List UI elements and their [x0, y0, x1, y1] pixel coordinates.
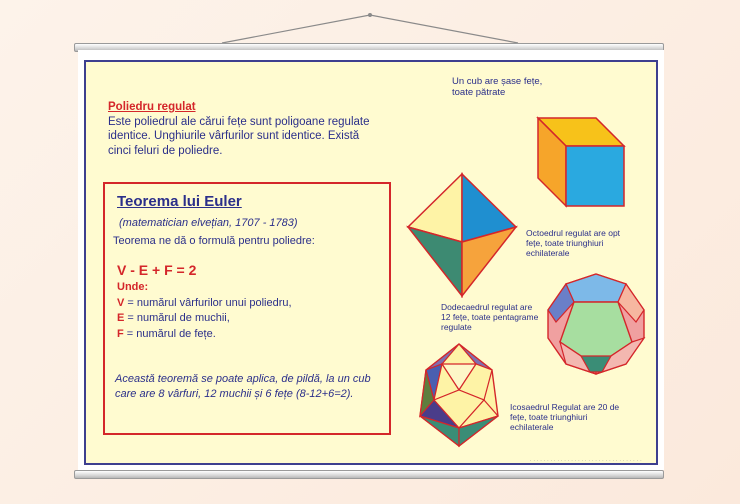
unde-label: Unde: — [117, 281, 149, 293]
icosahedron-caption: Icosaedrul Regulat are 20 de fețe, toate triunghiuri echilaterale — [510, 402, 620, 432]
euler-title: Teorema lui Euler — [117, 193, 242, 210]
octahedron-caption: Octoedrul regulat are opt fețe, toate triunghiuri echilaterale — [526, 228, 621, 258]
fineprint: · · · · · · · · · · · · · · · · · · · · · · · · · · · · · · · · · — [530, 458, 643, 463]
definition-block — [108, 100, 378, 158]
definition-title: Poliedru regulat — [108, 101, 196, 113]
euler-subtitle: (matematician elvețian, 1707 - 1783) — [119, 217, 298, 229]
definition-e: E = numărul de muchii, — [117, 312, 230, 324]
definition-text: Este poliedrul ale cărui fețe sunt poligoane regulate identice. Unghiurile vârfurilor sunt identice. Există cinci feluri de poliedre. — [108, 115, 370, 157]
poster-panel — [84, 60, 658, 465]
bottom-rod — [74, 470, 664, 479]
euler-formula: V - E + F = 2 — [117, 262, 197, 278]
octahedron-illustration — [406, 170, 521, 300]
cube-illustration — [526, 108, 636, 213]
euler-definitions — [117, 280, 387, 342]
euler-box — [103, 182, 391, 435]
dodecahedron-illustration — [546, 272, 646, 377]
cube-caption: Un cub are șase fețe, toate pătrate — [452, 76, 543, 98]
icosahedron-illustration — [414, 342, 504, 452]
definition-v: V = numărul vârfurilor unui poliedru, — [117, 296, 292, 309]
dodecahedron-caption: Dodecaedrul regulat are 12 fețe, toate pentagrame regulate — [441, 302, 539, 332]
definition-f: F = numărul de fețe. — [117, 327, 216, 340]
euler-intro: Teorema ne dă o formulă pentru poliedre: — [113, 235, 315, 247]
euler-example: Această teoremă se poate aplica, de pildă, la un cub care are 8 vârfuri, 12 muchii și 6 fețe (8-12+6=2). — [115, 373, 371, 400]
poster — [78, 50, 664, 470]
